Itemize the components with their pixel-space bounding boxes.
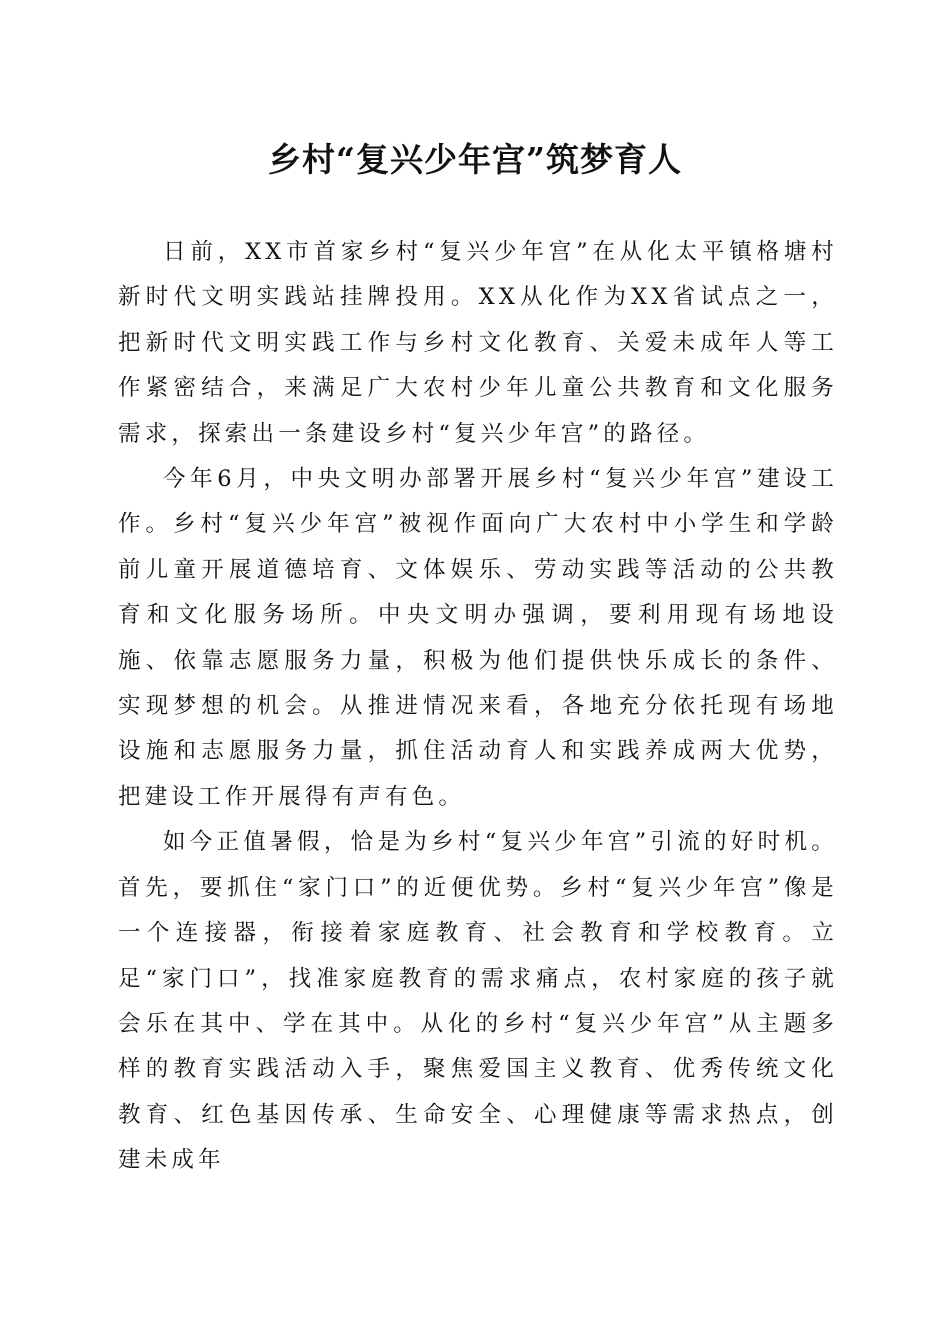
paragraph-2: 今年6月，中央文明办部署开展乡村“复兴少年宫”建设工作。乡村“复兴少年宫”被视作面向广大农村中小学生和学龄前儿童开展道德培育、文体娱乐、劳动实践等活动的公共教育和文化服务场所。中央文明办强调，要利用现有场地设施、依靠志愿服务力量，积极为他们提供快乐成长的条件、实现梦想的机会。从推进情况来看，各地充分依托现有场地设施和志愿服务力量，抓住活动育人和实践养成两大优势，把建设工作开展得有声有色。 xyxy=(118,466,838,810)
paragraph-3: 如今正值暑假，恰是为乡村“复兴少年宫”引流的好时机。首先，要抓住“家门口”的近便优势。乡村“复兴少年宫”像是一个连接器，衔接着家庭教育、社会教育和学校教育。立足“家门口”，找准家庭教育的需求痛点，农村家庭的孩子就会乐在其中、学在其中。从化的乡村“复兴少年宫”从主题多样的教育实践活动入手，聚焦爱国主义教育、优秀传统文化教育、红色基因传承、生命安全、心理健康等需求热点，创建未成年 xyxy=(118,829,838,1174)
paragraph-1: 日前，XX市首家乡村“复兴少年宫”在从化太平镇格塘村新时代文明实践站挂牌投用。XX从化作为XX省试点之一，把新时代文明实践工作与乡村文化教育、关爱未成年人等工作紧密结合，来满足广大农村少年儿童公共教育和文化服务需求，探索出一条建设乡村“复兴少年宫”的路径。 xyxy=(118,239,838,447)
document-title: 乡村“复兴少年宫”筑梦育人 xyxy=(268,140,682,179)
document-body xyxy=(118,230,838,1184)
